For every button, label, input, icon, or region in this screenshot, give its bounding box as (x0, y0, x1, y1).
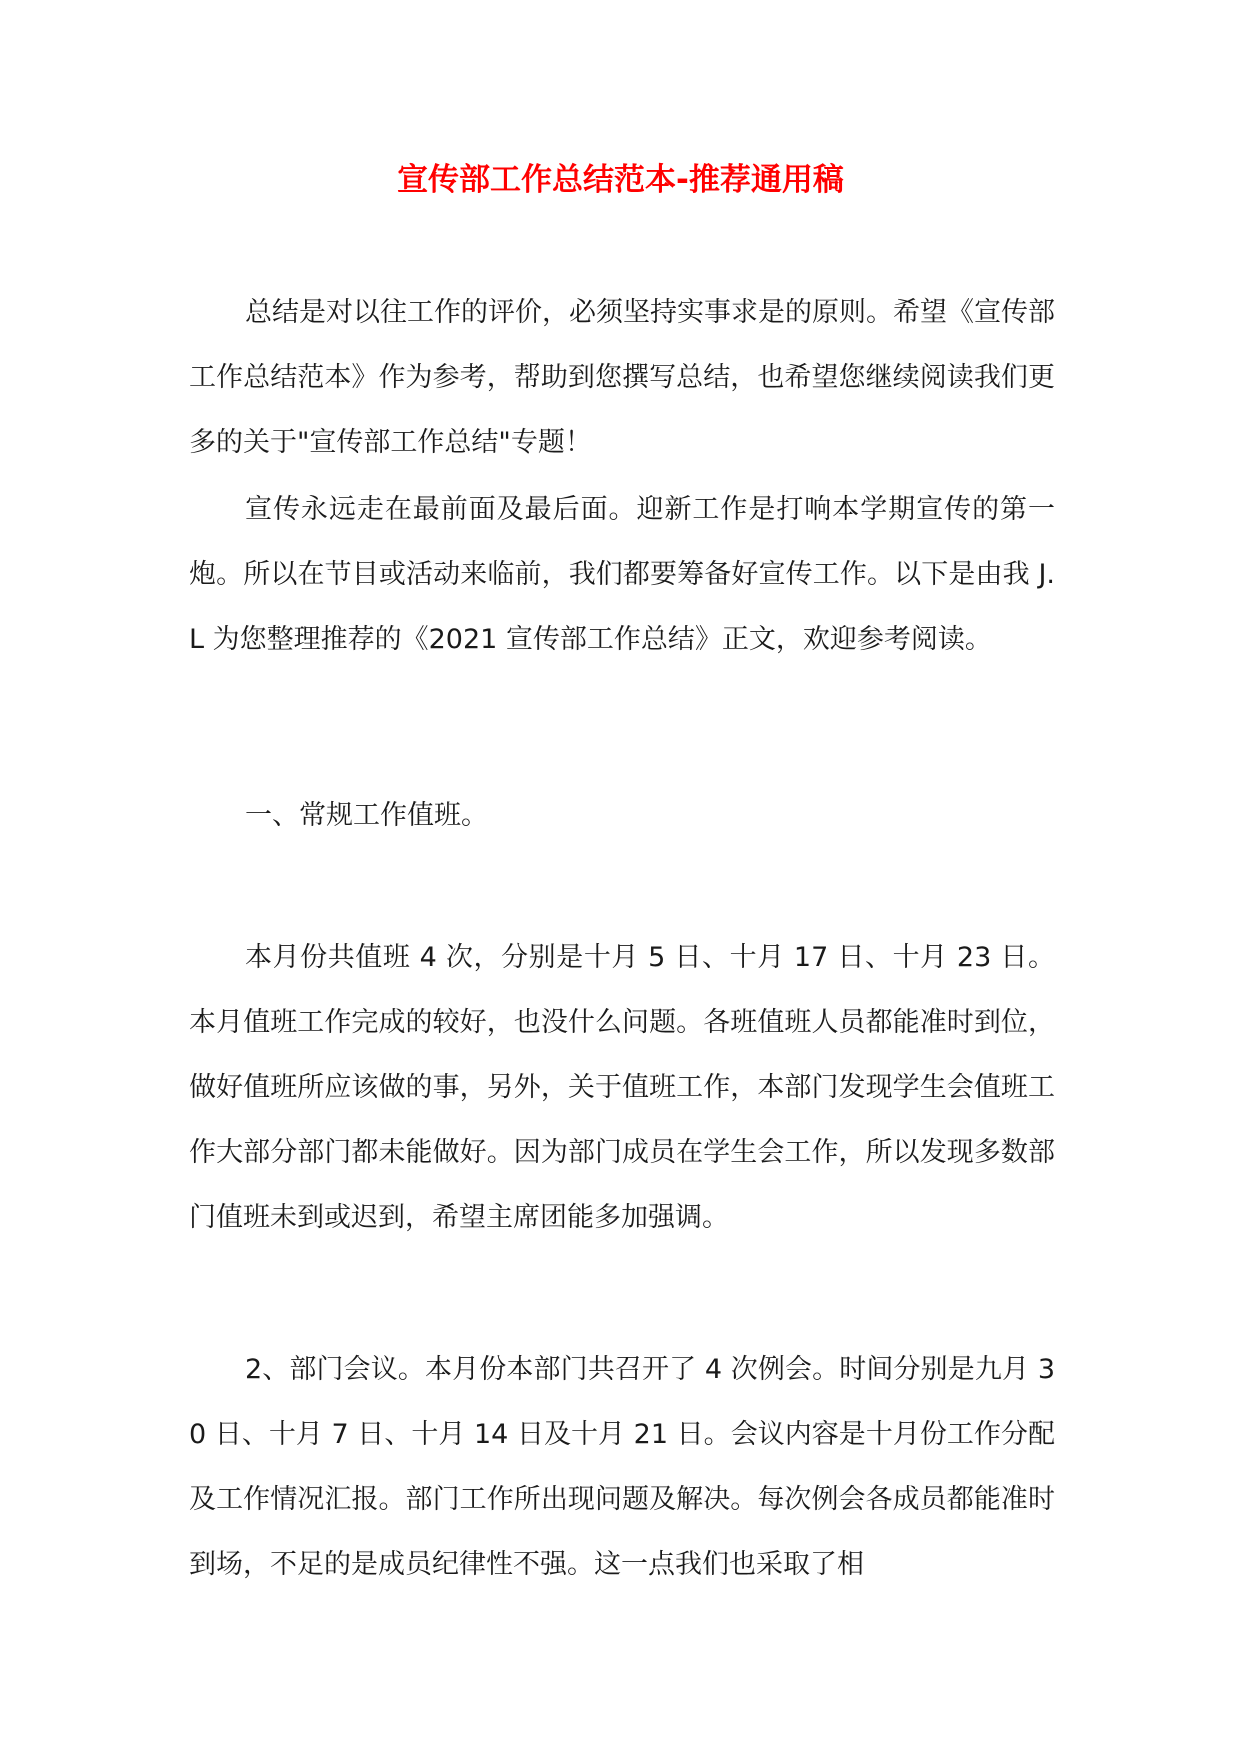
document-title: 宣传部工作总结范本-推荐通用稿 (397, 162, 844, 198)
preface-paragraph: 宣传永远走在最前面及最后面。迎新工作是打响本学期宣传的第一炮。所以在节目或活动来临前，我们都要筹备好宣传工作。以下是由我 J.L 为您整理推荐的《2021 宣传部工作总结》正文，欢迎参考阅读。 (189, 494, 1055, 655)
section-heading-routine-duty: 一、常规工作值班。 (245, 800, 488, 831)
duty-paragraph: 本月份共值班 4 次，分别是十月 5 日、十月 17 日、十月 23 日。本月值班工作完成的较好，也没什么问题。各班值班人员都能准时到位，做好值班所应该做的事，另外，关于值班工作，本部门发现学生会值班工作大部分部门都未能做好。因为部门成员在学生会工作，所以发现多数部门值班未到或迟到，希望主席团能多加强调。 (189, 942, 1055, 1233)
intro-paragraph: 总结是对以往工作的评价，必须坚持实事求是的原则。希望《宣传部工作总结范本》作为参考，帮助到您撰写总结，也希望您继续阅读我们更多的关于"宣传部工作总结"专题！ (189, 297, 1055, 458)
meeting-paragraph: 2、部门会议。本月份本部门共召开了 4 次例会。时间分别是九月 30 日、十月 7 日、十月 14 日及十月 21 日。会议内容是十月份工作分配及工作情况汇报。部门工作所出现问题及解决。每次例会各成员都能准时到场，不足的是成员纪律性不强。这一点我们也采取了相 (189, 1354, 1055, 1580)
